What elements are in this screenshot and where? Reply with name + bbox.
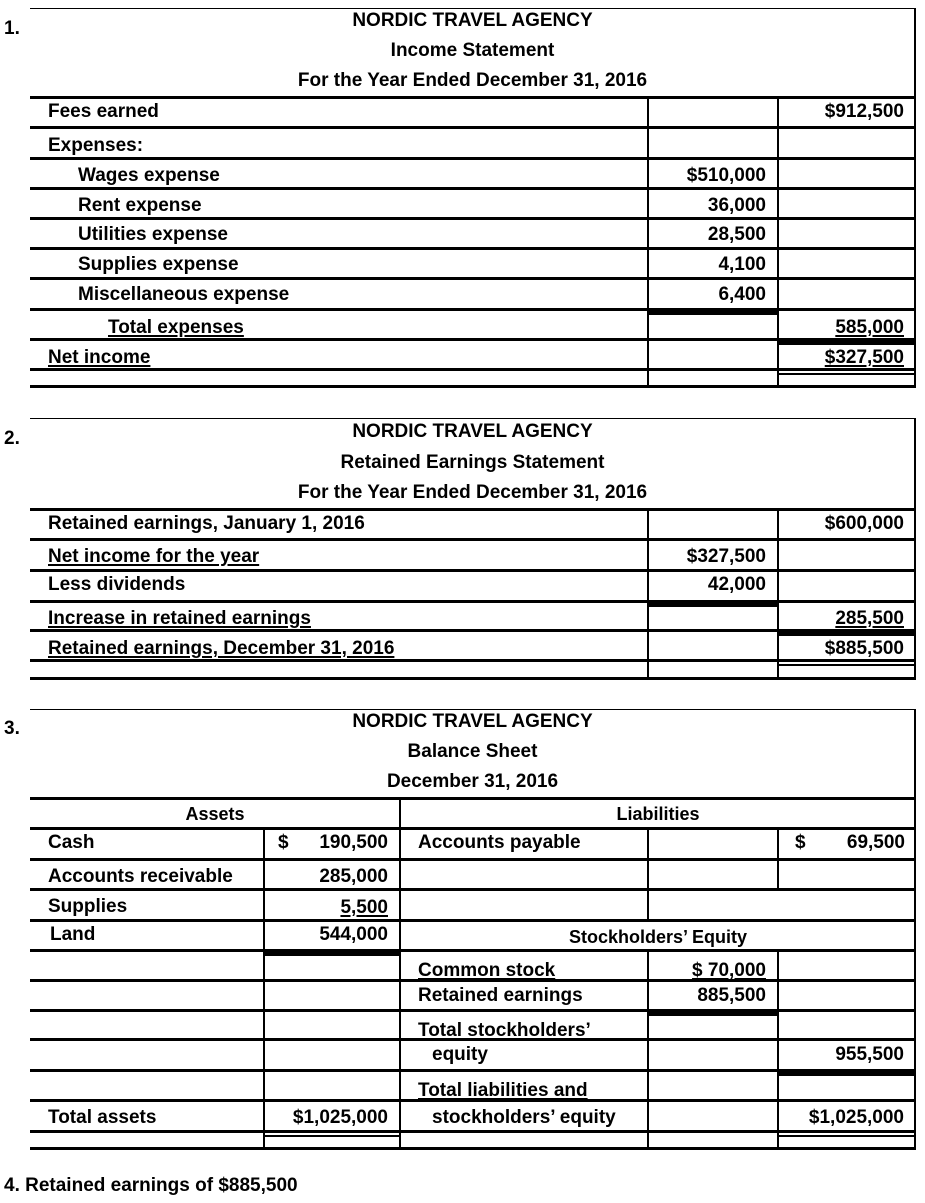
asset-label: Supplies	[48, 896, 128, 917]
divider	[30, 96, 916, 99]
row-value: $885,500	[824, 638, 904, 659]
divider	[30, 1009, 916, 1012]
company-name: NORDIC TRAVEL AGENCY	[352, 10, 593, 31]
divider	[647, 508, 649, 679]
company-name: NORDIC TRAVEL AGENCY	[352, 711, 593, 732]
divider	[30, 1130, 916, 1133]
row-value: 285,500	[835, 608, 904, 629]
row-value: $327,500	[824, 347, 904, 368]
divider	[30, 187, 916, 190]
divider	[30, 858, 916, 861]
row-value: 585,000	[835, 317, 904, 338]
asset-label: Land	[50, 924, 96, 945]
assets-header: Assets	[185, 804, 245, 824]
row-value: $510,000	[686, 165, 766, 186]
row-value: $600,000	[824, 513, 904, 534]
divider	[914, 8, 916, 387]
equity-value: $ 70,000	[692, 960, 766, 981]
statement-title: Retained Earnings Statement	[340, 452, 605, 473]
section-number-2: 2.	[4, 428, 20, 449]
row-label: Increase in retained earnings	[48, 608, 311, 629]
asset-value: 190,500	[319, 832, 388, 853]
row-label: Retained earnings, January 1, 2016	[48, 513, 365, 534]
dollar-sign: $	[278, 832, 289, 853]
divider	[30, 385, 916, 388]
divider	[30, 247, 916, 250]
row-value: 36,000	[707, 195, 766, 216]
divider	[30, 569, 916, 572]
divider	[777, 96, 779, 387]
row-value: $327,500	[686, 546, 766, 567]
total-rule	[779, 1071, 916, 1076]
liability-label: Accounts payable	[418, 832, 581, 853]
liabilities-header: Liabilities	[616, 804, 700, 824]
divider	[777, 949, 779, 1149]
divider	[30, 709, 916, 710]
equity-header: Stockholders’ Equity	[568, 927, 748, 947]
divider	[30, 308, 916, 311]
total-rule	[649, 602, 777, 607]
row-label: Retained earnings, December 31, 2016	[48, 638, 395, 659]
divider	[399, 797, 401, 1149]
row-label: Less dividends	[48, 574, 186, 595]
divider	[30, 157, 916, 160]
total-assets-label: Total assets	[48, 1107, 157, 1128]
row-label: Total expenses	[108, 317, 244, 338]
row-value: 4,100	[718, 254, 766, 275]
total-rule	[779, 631, 916, 636]
total-equity-value: 955,500	[835, 1044, 904, 1065]
divider	[30, 888, 916, 891]
divider	[30, 1147, 916, 1150]
divider	[647, 949, 649, 1149]
divider	[30, 508, 916, 511]
double-rule	[779, 664, 916, 666]
row-label: Miscellaneous expense	[78, 284, 290, 305]
equity-label: Retained earnings	[418, 985, 583, 1006]
row-label: Net income for the year	[48, 546, 260, 567]
total-equity-label: Total stockholders’	[418, 1020, 591, 1041]
divider	[30, 8, 916, 9]
divider	[777, 508, 779, 679]
statement-period: For the Year Ended December 31, 2016	[297, 70, 648, 91]
row-value: $912,500	[824, 101, 904, 122]
divider	[647, 96, 649, 387]
total-rule	[649, 1011, 777, 1016]
row-label: Supplies expense	[78, 254, 239, 275]
dollar-sign: $	[795, 832, 806, 853]
divider	[30, 677, 916, 680]
answer-4: 4. Retained earnings of $885,500	[4, 1175, 298, 1196]
section-number-3: 3.	[4, 718, 20, 739]
divider	[30, 919, 916, 922]
statement-title: Income Statement	[390, 40, 555, 61]
divider	[30, 827, 916, 830]
double-rule	[779, 1135, 916, 1137]
total-le-value: $1,025,000	[808, 1107, 904, 1128]
statement-period: For the Year Ended December 31, 2016	[297, 482, 648, 503]
divider	[30, 797, 916, 800]
double-rule	[779, 373, 916, 375]
total-assets-value: $1,025,000	[292, 1107, 388, 1128]
divider	[30, 277, 916, 280]
total-le-label: Total liabilities and	[418, 1080, 588, 1101]
total-rule	[779, 340, 916, 345]
asset-value: 5,500	[340, 897, 388, 918]
divider	[30, 126, 916, 129]
double-rule	[265, 1135, 399, 1137]
row-label: Utilities expense	[78, 224, 228, 245]
row-label: Net income	[48, 347, 151, 368]
divider	[30, 600, 916, 603]
total-le-label: stockholders’ equity	[432, 1107, 616, 1128]
asset-label: Accounts receivable	[48, 866, 233, 887]
divider	[263, 827, 265, 1149]
divider	[30, 538, 916, 541]
equity-value: 885,500	[697, 985, 766, 1006]
company-name: NORDIC TRAVEL AGENCY	[352, 421, 593, 442]
divider	[30, 949, 916, 952]
section-number-1: 1.	[4, 18, 20, 39]
row-value: 42,000	[707, 574, 766, 595]
row-label: Expenses:	[48, 135, 144, 156]
asset-value: 544,000	[319, 924, 388, 945]
divider	[777, 827, 779, 890]
asset-label: Cash	[48, 832, 95, 853]
total-equity-label: equity	[432, 1044, 488, 1065]
divider	[30, 418, 916, 419]
divider	[30, 217, 916, 220]
statement-period: December 31, 2016	[386, 771, 559, 792]
equity-label: Common stock	[418, 960, 556, 981]
asset-value: 285,000	[319, 866, 388, 887]
total-rule	[649, 310, 777, 315]
statement-title: Balance Sheet	[407, 741, 538, 762]
liability-value: 69,500	[846, 832, 905, 853]
row-value: 28,500	[707, 224, 766, 245]
row-label: Rent expense	[78, 195, 202, 216]
row-value: 6,400	[718, 284, 766, 305]
row-label: Fees earned	[48, 101, 159, 122]
row-label: Wages expense	[78, 165, 220, 186]
total-rule	[265, 951, 399, 956]
divider	[647, 827, 649, 921]
